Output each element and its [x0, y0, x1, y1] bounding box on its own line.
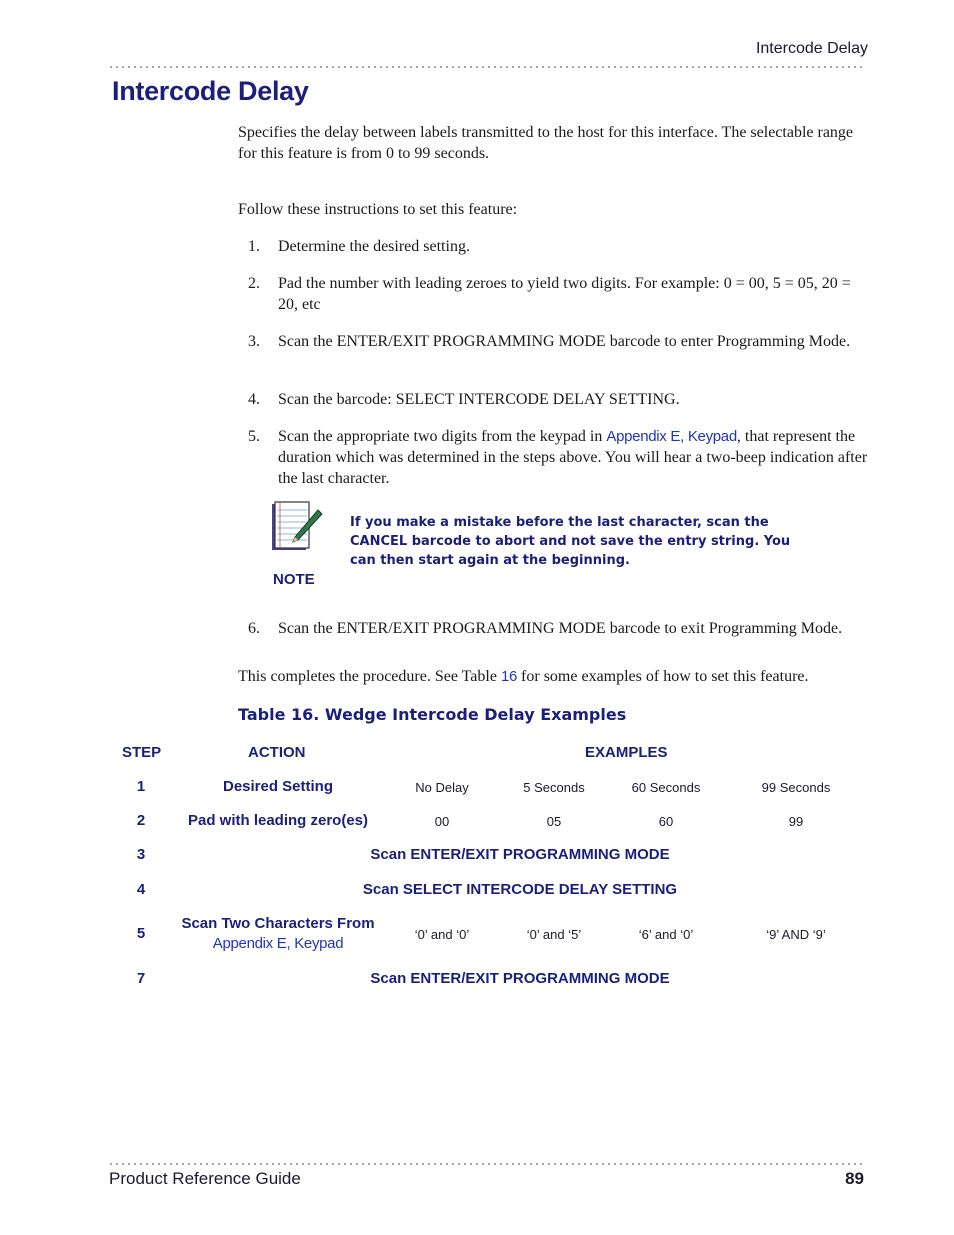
table-cell-action: Pad with leading zero(es): [187, 812, 369, 829]
table-cell-value: 99: [788, 814, 804, 829]
header-divider: [108, 66, 866, 68]
table-cell-value: 05: [546, 814, 562, 829]
table-cell-span: Scan ENTER/EXIT PROGRAMMING MODE: [370, 970, 670, 987]
note-text: If you make a mistake before the last character, scan the CANCEL barcode to abort and not save the entry string. You can then start again at the beginning.: [350, 515, 791, 568]
appendix-e-keypad-link[interactable]: Appendix E, Keypad: [606, 428, 737, 445]
table-cell-value: ‘0’ and ‘5’: [526, 927, 582, 942]
table-cell-value: ‘0’ and ‘0’: [414, 927, 470, 942]
step-text: Scan the ENTER/EXIT PROGRAMMING MODE barcode to exit Programming Mode.: [278, 620, 843, 637]
table-cell-value: No Delay: [415, 780, 469, 795]
step-text: Pad the number with leading zeroes to yield two digits. For example: 0 = 00, 5 = 05, 20 = 20, etc: [278, 275, 851, 313]
table-cell-value: 5 Seconds: [523, 780, 585, 795]
table-cell-span: Scan SELECT INTERCODE DELAY SETTING: [362, 881, 678, 898]
table-cell-value: 99 Seconds: [761, 780, 831, 795]
table-cell-step: 3: [136, 846, 146, 863]
section-title: Intercode Delay: [112, 76, 309, 106]
completion-paragraph: [238, 666, 868, 687]
appendix-e-keypad-link[interactable]: Appendix E, Keypad: [212, 935, 344, 952]
footer-divider: [108, 1163, 866, 1165]
page-number: 89: [845, 1169, 864, 1188]
step-text-before: Scan the appropriate two digits from the keypad in: [278, 428, 607, 445]
step-item: [238, 389, 868, 410]
table-cell-step: 1: [136, 778, 146, 795]
step-text-after: , that represent the duration which was determined in the steps above. You will hear a two-beep indication after the last character.: [278, 428, 868, 487]
table-cell-step: 4: [136, 881, 146, 898]
intro-paragraph: Specifies the delay between labels transmitted to the host for this interface. The selectable range for this feature is from 0 to 99 seconds.: [238, 124, 854, 162]
table-cell-value: ‘6’ and ‘0’: [638, 927, 694, 942]
instructions-lead: Follow these instructions to set this feature:: [238, 201, 518, 218]
step-item: [238, 273, 868, 315]
table-cell-step: 2: [136, 812, 146, 829]
table-caption: Table 16. Wedge Intercode Delay Examples: [238, 705, 627, 724]
step-item: [238, 618, 868, 639]
note-pad-pencil-icon: [268, 498, 324, 556]
table-cell-span: Scan ENTER/EXIT PROGRAMMING MODE: [370, 846, 670, 863]
step-number: 5.: [248, 428, 260, 445]
table-16-link[interactable]: 16: [500, 668, 518, 685]
table-header-step: STEP: [122, 744, 162, 761]
table-header-examples: EXAMPLES: [585, 744, 668, 761]
step-item: [238, 331, 868, 352]
step-number: 6.: [248, 620, 260, 637]
step-number: 3.: [248, 333, 260, 350]
table-cell-action: Desired Setting: [222, 778, 334, 795]
step-number: 1.: [248, 238, 260, 255]
step-text: Determine the desired setting.: [278, 238, 470, 255]
step-text: Scan the barcode: SELECT INTERCODE DELAY SETTING.: [278, 391, 680, 408]
step-item: [238, 426, 868, 489]
step-text: [278, 426, 868, 489]
table-cell-value: 00: [434, 814, 450, 829]
step-item: [238, 236, 868, 257]
table-cell-value: ‘9’ AND ‘9’: [766, 927, 826, 942]
step-text: Scan the ENTER/EXIT PROGRAMMING MODE barcode to enter Programming Mode.: [278, 333, 851, 350]
running-header: Intercode Delay: [755, 40, 868, 57]
table-cell-action: Scan Two Characters From: [181, 915, 375, 932]
note-label: NOTE: [273, 571, 315, 588]
table-cell-value: 60 Seconds: [631, 780, 701, 795]
completion-text-after: for some examples of how to set this feature.: [517, 668, 809, 685]
footer-guide-title: Product Reference Guide: [109, 1169, 301, 1188]
table-header-action: ACTION: [248, 744, 306, 761]
table-cell-step: 7: [136, 970, 146, 987]
table-cell-step: 5: [136, 925, 146, 942]
table-cell-action-link: [163, 935, 393, 952]
step-number: 2.: [248, 275, 260, 292]
table-cell-value: 60: [658, 814, 674, 829]
step-number: 4.: [248, 391, 260, 408]
completion-text-before: This completes the procedure. See Table: [238, 668, 501, 685]
